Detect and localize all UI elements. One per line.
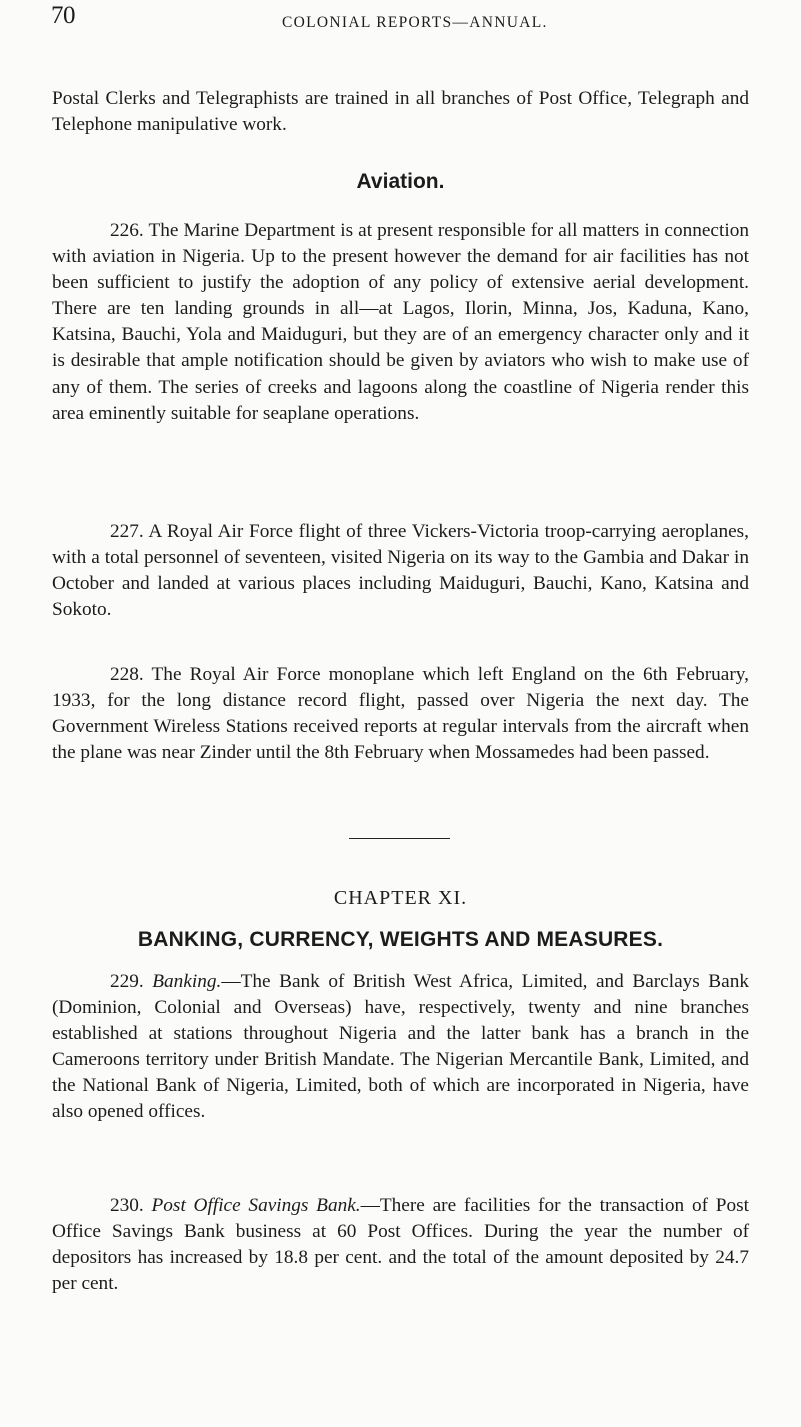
paragraph-230-number: 230.	[110, 1195, 144, 1216]
paragraph-226: 226. The Marine Department is at present responsible for all matters in connection with aviation in Nigeria. Up to the present however the demand for air facilities has not been sufficient to justify the adoption of any policy of extensive aerial development. There are ten landing grounds in all—at Lagos, Ilorin, Minna, Jos, Kaduna, Kano, Katsina, Bauchi, Yola and Maiduguri, but they are of an emergency character only and it is desirable that ample notification should be given by aviators who wish to make use of any of them. The series of creeks and lagoons along the coastline of Nigeria render this area eminently suitable for seaplane operations.	[52, 220, 749, 424]
aviation-paragraph-227-block	[52, 519, 749, 623]
intro-paragraph: Postal Clerks and Telegraphists are trained in all branches of Post Office, Telegraph and Telephone manipulative work.	[52, 88, 749, 136]
chapter-title: BANKING, CURRENCY, WEIGHTS AND MEASURES.	[137, 928, 664, 951]
paragraph-229-number: 229.	[110, 971, 144, 992]
paragraph-229-body: —The Bank of British West Africa, Limited, and Barclays Bank (Dominion, Colonial and Overseas) have, respectively, twenty and nine branches established at stations throughout Nigeria and the latter bank has a branch in the Cameroons territory under British Mandate. The Nigerian Mercantile Bank, Limited, and the National Bank of Nigeria, Limited, both of which are incorporated in Nigeria, have also opened offices.	[52, 971, 749, 1123]
paragraph-230	[52, 1193, 749, 1297]
aviation-paragraph-228-block	[52, 662, 749, 766]
running-title: COLONIAL REPORTS—ANNUAL.	[282, 14, 548, 31]
aviation-paragraph-226-block	[52, 218, 749, 427]
paragraph-230-title: Post Office Savings Bank.	[151, 1195, 361, 1216]
page-number: 70	[51, 2, 75, 29]
intro-paragraph-block	[52, 86, 749, 138]
paragraph-230-block	[52, 1193, 749, 1297]
chapter-number: CHAPTER XI.	[333, 887, 468, 909]
section-heading-aviation: Aviation.	[356, 170, 445, 193]
paragraph-227: 227. A Royal Air Force flight of three Vickers-Victoria troop-carrying aeroplanes, with a total personnel of seventeen, visited Nigeria on its way to the Gambia and Dakar in October and landed at various places including Maiduguri, Bauchi, Kano, Katsina and Sokoto.	[52, 521, 749, 621]
paragraph-230-body: —There are facilities for the transaction of Post Office Savings Bank business at 60 Post Offices. During the year the number of depositors has increased by 18.8 per cent. and the total of the amount deposited by 24.7 per cent.	[52, 1195, 749, 1295]
paragraph-229-title: Banking.	[152, 971, 222, 992]
paragraph-228: 228. The Royal Air Force monoplane which left England on the 6th February, 1933, for the long distance record flight, passed over Nigeria the next day. The Government Wireless Stations received reports at regular intervals from the aircraft when the plane was near Zinder until the 8th February when Mossamedes had been passed.	[52, 664, 749, 764]
section-divider	[349, 838, 450, 839]
paragraph-229-block	[52, 969, 749, 1126]
paragraph-229	[52, 969, 749, 1126]
